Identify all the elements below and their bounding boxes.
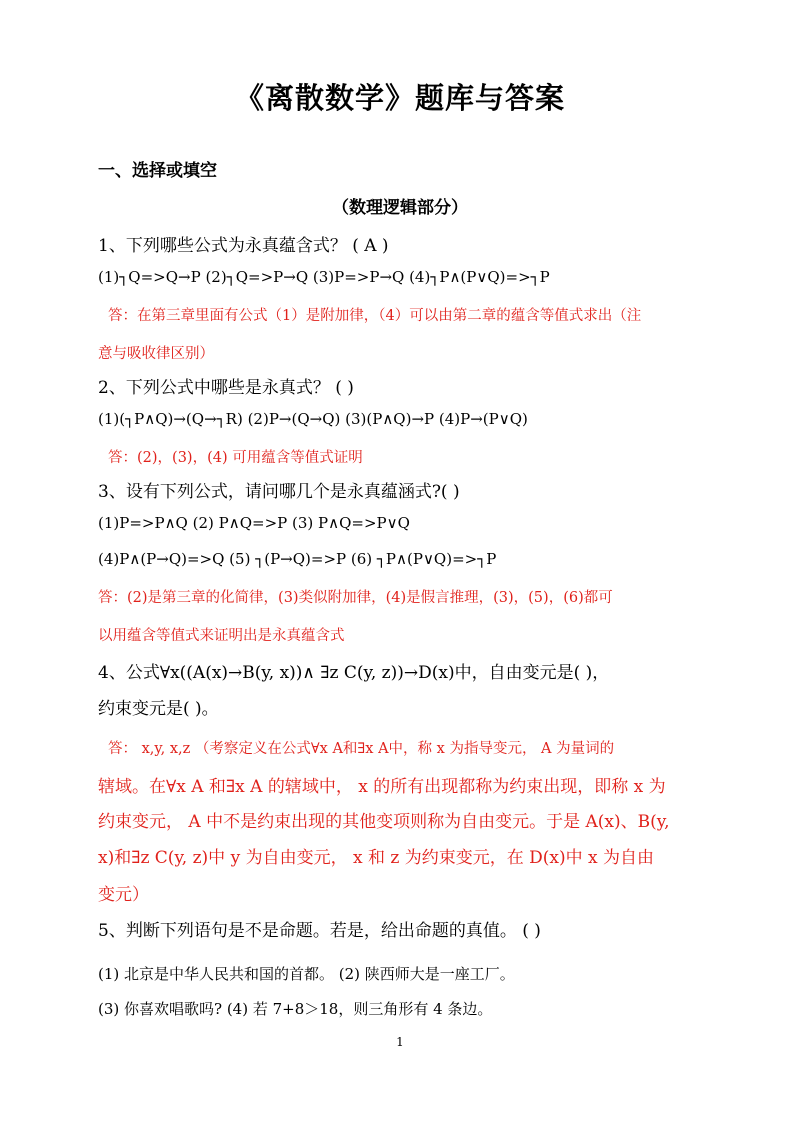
q4-answer-line4: x)和∃z C(y, z)中 y 为自由变元， x 和 z 为约束变元，在 D(x)中 x 为自由: [98, 848, 655, 868]
q3-options-line1: (1)P=>P∧Q (2) P∧Q=>P (3) P∧Q=>P∨Q: [98, 514, 410, 532]
q4-answer-line2: 辖域。在∀x A 和∃x A 的辖域中， x 的所有出现都称为约束出现，即称 x 为: [98, 777, 666, 797]
q3-answer-line1: 答：(2)是第三章的化简律，(3)类似附加律，(4)是假言推理，(3)，(5)，(6)都可: [98, 590, 613, 606]
q5-options-line2: (3) 你喜欢唱歌吗? (4) 若 7+8＞18，则三角形有 4 条边。: [98, 1000, 493, 1018]
q1-answer-line1: 答：在第三章里面有公式（1）是附加律，（4）可以由第二章的蕴含等值式求出（注: [108, 308, 642, 324]
q5-question: 5、判断下列语句是不是命题。若是，给出命题的真值。 ( ): [98, 921, 541, 941]
q4-answer-line1: 答： x,y, x,z （考察定义在公式∀x A和∃x A中，称 x 为指导变元， A 为量词的: [108, 741, 615, 757]
q2-question: 2、下列公式中哪些是永真式？ ( ): [98, 378, 354, 398]
q4-answer-line5: 变元）: [98, 885, 149, 905]
q1-answer-line2: 意与吸收律区别）: [98, 346, 214, 362]
page-number: 1: [396, 1035, 404, 1049]
q3-question: 3、设有下列公式，请问哪几个是永真蕴涵式?( ): [98, 482, 460, 502]
document-title: 《离散数学》题库与答案: [234, 81, 565, 115]
q3-answer-line2: 以用蕴含等值式来证明出是永真蕴含式: [98, 628, 345, 644]
section-heading: 一、选择或填空: [98, 161, 217, 181]
q2-options: (1)(┐P∧Q)→(Q→┐R) (2)P→(Q→Q) (3)(P∧Q)→P (4)P→(P∨Q): [98, 410, 528, 428]
q1-question: 1、下列哪些公式为永真蕴含式？ ( A ): [98, 236, 389, 256]
q2-answer: 答：(2)，(3)，(4) 可用蕴含等值式证明: [108, 450, 363, 466]
q3-options-line2: (4)P∧(P→Q)=>Q (5) ┐(P→Q)=>P (6) ┐P∧(P∨Q)=>┐P: [98, 550, 497, 568]
subsection-heading: （数理逻辑部分）: [332, 198, 468, 218]
q4-question-line2: 约束变元是( )。: [98, 699, 219, 719]
q4-answer-line3: 约束变元， A 中不是约束出现的其他变项则称为自由变元。于是 A(x)、B(y,: [98, 812, 670, 832]
q5-options-line1: (1) 北京是中华人民共和国的首都。 (2) 陕西师大是一座工厂。: [98, 965, 515, 983]
q1-options: (1)┐Q=>Q→P (2)┐Q=>P→Q (3)P=>P→Q (4)┐P∧(P∨Q)=>┐P: [98, 268, 550, 286]
q4-question-line1: 4、公式∀x((A(x)→B(y, x))∧ ∃z C(y, z))→D(x)中，自由变元是( )，: [98, 663, 610, 683]
